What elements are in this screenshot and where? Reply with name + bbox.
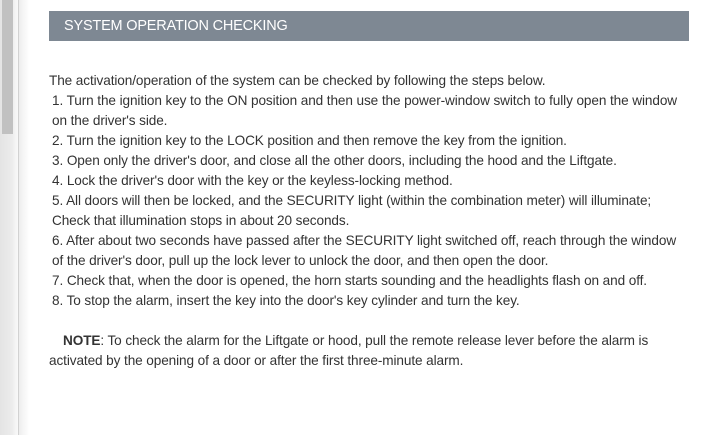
document-content [49,0,689,371]
step-item-1: 1. Turn the ignition key to the ON position and then use the power-window switch to fully open the window on the driver's side. [52,93,677,128]
note-label: NOTE [63,333,101,348]
intro-text: The activation/operation of the system can be checked by following the steps below. [49,73,546,88]
step-item-6: 6. After about two seconds have passed after the SECURITY light switched off, reach through the window of the driver's door, pull up the lock lever to unlock the door, and then open the door. [52,233,677,268]
step-item-5: 5. All doors will then be locked, and the SECURITY light (within the combination meter) will illuminate; Check that illumination stops in about 20 seconds. [52,193,652,228]
note-text: : To check the alarm for the Liftgate or hood, pull the remote release lever before the alarm is activated by the opening of a door or after the first three-minute alarm. [49,333,649,368]
scrollbar-thumb[interactable] [2,0,13,134]
step-item-8: 8. To stop the alarm, insert the key into the door's key cylinder and turn the key. [52,293,520,308]
section-header [49,11,689,41]
step-item-4: 4. Lock the driver's door with the key or the keyless-locking method. [52,173,453,188]
left-scrollbar[interactable] [0,0,19,435]
step-item-3: 3. Open only the driver's door, and close all the other doors, including the hood and the Liftgate. [52,153,617,168]
steps-list [49,91,689,311]
step-item-7: 7. Check that, when the door is opened, the horn starts sounding and the headlights flash on and off. [52,273,647,288]
step-item-2: 2. Turn the ignition key to the LOCK position and then remove the key from the ignition. [52,133,567,148]
section-title: SYSTEM OPERATION CHECKING [64,18,288,34]
note-paragraph [49,331,689,371]
section-body [49,71,689,371]
content-edge-shadow [19,0,29,435]
